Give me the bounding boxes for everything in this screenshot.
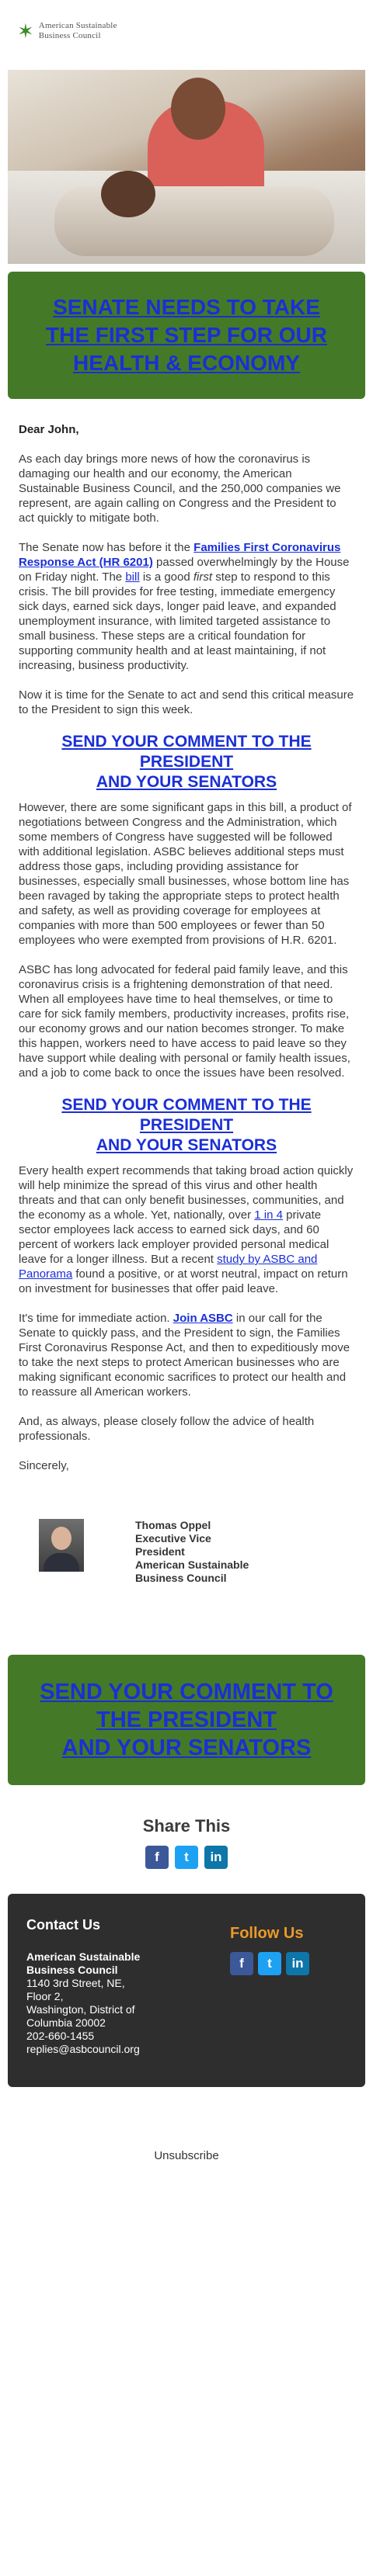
signature-photo: [39, 1519, 84, 1572]
paragraph-6: [19, 1163, 354, 1296]
p6-text-b: private sector employees lack access to earned sick days, and 60 percent of workers lack employer provided personal medical leave for a longer illness. But a recent: [19, 1208, 329, 1266]
linkedin-icon[interactable]: in: [204, 1846, 228, 1869]
paragraph-8: And, as always, please closely follow the advice of health professionals.: [19, 1415, 315, 1443]
header-logo[interactable]: [0, 0, 373, 62]
headline-banner: [8, 272, 365, 399]
signer-title-2: President: [135, 1545, 185, 1558]
headline-line-1: SENATE NEEDS TO TAKE: [53, 295, 320, 319]
signer-org-2: Business Council: [135, 1572, 227, 1584]
paragraph-2: [19, 540, 354, 673]
cta2-line-1: SEND YOUR COMMENT TO THE PRESIDENT: [61, 1096, 312, 1134]
headline-line-3: HEALTH & ECONOMY: [73, 351, 300, 375]
study-link[interactable]: study by ASBC and Panorama: [19, 1253, 318, 1281]
p2-emphasis: first: [193, 570, 213, 584]
phone[interactable]: 202-660-1455: [26, 2030, 95, 2042]
logo-line-1: American Sustainable: [38, 21, 117, 30]
linkedin-icon[interactable]: in: [286, 1952, 309, 1975]
facebook-icon[interactable]: f: [230, 1952, 253, 1975]
address-1: 1140 3rd Street, NE,: [26, 1977, 125, 1989]
hero-blanket: [54, 186, 334, 256]
twitter-icon[interactable]: t: [258, 1952, 281, 1975]
signer-name: Thomas Oppel: [135, 1519, 211, 1531]
bottom-cta-banner: [8, 1655, 365, 1785]
p2-text-b: passed overwhelmingly by the House on Friday night. The: [19, 556, 350, 584]
hero-image: [8, 70, 365, 264]
address-4: Columbia 20002: [26, 2016, 106, 2029]
bottom-cta-line-1: SEND YOUR COMMENT TO: [40, 1680, 333, 1704]
signature-block: [0, 1488, 373, 1585]
join-asbc-link[interactable]: Join ASBC: [173, 1312, 233, 1325]
share-title: Share This: [142, 1816, 231, 1836]
logo-star-icon: ✶: [17, 19, 34, 43]
footer-org-2: Business Council: [26, 1964, 118, 1976]
signer-org-1: American Sustainable: [135, 1558, 249, 1571]
p6-text-a: Every health expert recommends that taking broad action quickly will help minimize the spread of this virus and other health threats and that can only benefit businesses, communities, and the economy as a whole. Yet, nationally, over: [19, 1164, 354, 1222]
p6-text-c: found a positive, or at worst neutral, impact on return on investment for businesses that offer paid leave.: [19, 1267, 348, 1295]
bottom-cta-link[interactable]: [16, 1678, 357, 1762]
p7-text-b: in our call for the Senate to quickly pass, and the President to sign, the Families First Coronavirus Response Act, and then to expeditiously move to take the next steps to protect American businesses who are making significant economic sacrifices to protect our health and to reassure all American workers.: [19, 1312, 350, 1399]
photo-suit: [44, 1553, 79, 1572]
paragraph-3: Now it is time for the Senate to act and send this critical measure to the President to sign this week.: [19, 688, 354, 716]
cta-block-1: [19, 732, 354, 792]
follow-heading: Follow Us: [230, 1925, 304, 1942]
share-icons: [0, 1846, 373, 1869]
address-2: Floor 2,: [26, 1990, 64, 2002]
letter-body: [0, 399, 373, 1473]
cta1-line-2: AND YOUR SENATORS: [96, 773, 277, 791]
one-in-four-link[interactable]: 1 in 4: [254, 1208, 283, 1222]
footer-org-1: American Sustainable: [26, 1950, 141, 1963]
hero-child: [101, 171, 155, 217]
footer: [8, 1894, 365, 2087]
address-3: Washington, District of: [26, 2003, 135, 2016]
bill-link[interactable]: bill: [125, 570, 140, 584]
follow-icons: [230, 1952, 347, 1975]
follow-block: [230, 1925, 347, 2056]
photo-face: [51, 1527, 71, 1550]
send-comment-link-2[interactable]: [61, 1096, 311, 1154]
greeting: Dear John,: [19, 423, 79, 436]
p2-text-c: is a good: [139, 570, 193, 584]
paragraph-1: As each day brings more news of how the coronavirus is damaging our health and our economy, the American Sustainable Business Council, and the 250,000 companies we represent, are again calling on Congress and the President to act quickly to mitigate both.: [19, 452, 341, 525]
hero-mother-head: [171, 78, 225, 140]
headline-line-2: THE FIRST STEP FOR OUR: [46, 323, 327, 347]
signature-info: [135, 1519, 275, 1585]
p2-text-a: The Senate now has before it the: [19, 541, 194, 554]
cta1-line-1: SEND YOUR COMMENT TO THE PRESIDENT: [61, 733, 312, 771]
p2-text-d: step to respond to this crisis. The bill provides for free testing, immediate emergency sick days, earned sick days, longer paid leave, and expanded unemployment insurance, with limited targeted assistance to small business. These steps are a critical foundation for supporting community health and at least maintaining, if not increasing, business productivity.: [19, 570, 336, 672]
twitter-icon[interactable]: t: [175, 1846, 198, 1869]
bottom-cta-line-3: AND YOUR SENATORS: [61, 1735, 312, 1760]
facebook-icon[interactable]: f: [145, 1846, 169, 1869]
signer-title-1: Executive Vice: [135, 1532, 211, 1545]
contact-heading: Contact Us: [26, 1917, 101, 1933]
paragraph-5: ASBC has long advocated for federal paid family leave, and this coronavirus crisis is a frightening demonstration of that need. When all employees have time to heal themselves, or time to care for sick family members, productivity increases, profits rise, our economy grows and our nation becomes stronger. To make this happen, workers need to have access to paid leave so they have support while dealing with personal or family health issues, and a job to come back to once the issues have been resolved.: [19, 963, 350, 1080]
cta-block-2: [19, 1095, 354, 1156]
logo-line-2: Business Council: [38, 31, 101, 40]
sign-off: Sincerely,: [19, 1459, 69, 1472]
cta2-line-2: AND YOUR SENATORS: [96, 1136, 277, 1154]
email[interactable]: replies@asbcouncil.org: [26, 2043, 140, 2055]
paragraph-4: However, there are some significant gaps in this bill, a product of negotiations between Congress and the Administration, which some members of Congress have suggested will be followed with additional legislation. ASBC believes additional steps must address those gaps, including providing assistance for businesses, especially small businesses, whose bottom line has been ravaged by taking the appropriate steps to protect health and safety, as well as providing coverage for employees at companies with more than 500 employees or fewer than 50 employees who were exempted from provisions of H.R. 6201.: [19, 801, 352, 947]
send-comment-link-1[interactable]: [61, 733, 311, 791]
paragraph-7: [19, 1311, 354, 1399]
bottom-cta-line-2: THE PRESIDENT: [96, 1708, 277, 1732]
headline-link[interactable]: [23, 293, 350, 377]
p7-text-a: It's time for immediate action.: [19, 1312, 173, 1325]
logo-text: [39, 21, 117, 41]
share-section: [0, 1785, 373, 1869]
unsubscribe-link[interactable]: Unsubscribe: [154, 2149, 219, 2162]
families-first-act-link[interactable]: Families First Coronavirus Response Act (HR 6201): [19, 541, 341, 569]
contact-block: [26, 1917, 197, 2056]
